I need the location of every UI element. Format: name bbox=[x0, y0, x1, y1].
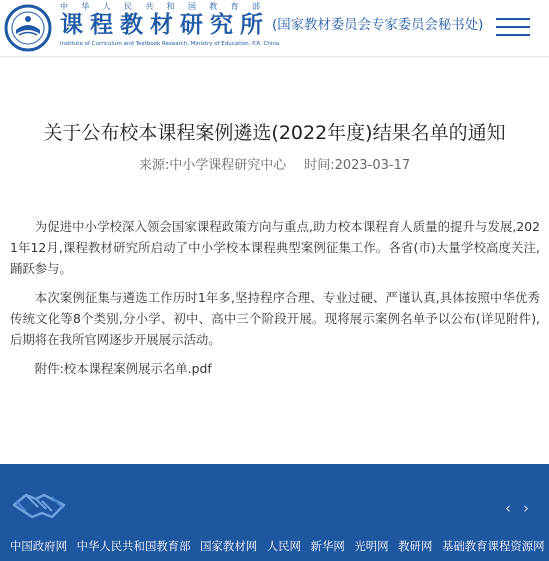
hamburger-menu-icon[interactable] bbox=[496, 18, 530, 36]
chevron-left-icon[interactable]: ‹ bbox=[505, 499, 511, 517]
footer-link[interactable]: 光明网 bbox=[354, 539, 389, 553]
footer-link[interactable]: 国家教材网 bbox=[200, 539, 258, 553]
footer-link[interactable]: 中国政府网 bbox=[10, 539, 67, 553]
footer-link[interactable]: 教研网 bbox=[398, 539, 433, 553]
chevron-right-icon[interactable]: › bbox=[523, 499, 529, 517]
footer-carousel-nav bbox=[505, 500, 529, 516]
footer-link[interactable]: 基础教育课程资源网 bbox=[441, 539, 545, 553]
article-paragraph: 为促进中小学校深入领会国家课程政策方向与重点,助力校本课程育人质量的提升与发展,2021年12月,课程教材研究所启动了中小学校本课程典型案例征集工作。各省(市)大量学校高度关注,踊跃参与。 bbox=[10, 219, 540, 276]
article-body bbox=[10, 216, 540, 379]
article-meta bbox=[0, 156, 549, 176]
attachment-link[interactable]: 附件:校本课程案例展示名单.pdf bbox=[34, 361, 212, 376]
ministry-name: 中 华 人 民 共 和 国 教 育 部 bbox=[60, 2, 260, 11]
article-paragraph: 本次案例征集与遴选工作历时1年多,坚持程序合理、专业过硬、严谨认真,具体按照中华优秀传统文化等8个类别,分小学、初中、高中三个阶段开展。现将展示案例名单予以公布(详见附件),后期将在我所官网逐步开展展示活动。 bbox=[10, 290, 540, 347]
site-brand-english: Institute of Curriculum and Textbook Research, Ministry of Education, P.R. China bbox=[60, 41, 280, 47]
footer-link[interactable]: 人民网 bbox=[266, 539, 301, 553]
article-title: 关于公布校本课程案例遴选(2022年度)结果名单的通知 bbox=[43, 122, 506, 144]
site-header bbox=[0, 0, 549, 57]
site-brand-subtitle: (国家教材委员会专家委员会秘书处) bbox=[272, 18, 484, 33]
handshake-icon bbox=[12, 487, 66, 521]
article-source: 来源:中小学课程研究中心 bbox=[138, 158, 287, 173]
article-time: 时间:2023-03-17 bbox=[304, 158, 411, 173]
footer-links bbox=[10, 536, 549, 556]
footer-link[interactable]: 中华人民共和国教育部 bbox=[76, 539, 191, 553]
site-brand[interactable]: 课程教材研究所 bbox=[60, 11, 270, 38]
institute-emblem-icon[interactable] bbox=[4, 4, 52, 52]
footer-link[interactable]: 新华网 bbox=[310, 539, 345, 553]
